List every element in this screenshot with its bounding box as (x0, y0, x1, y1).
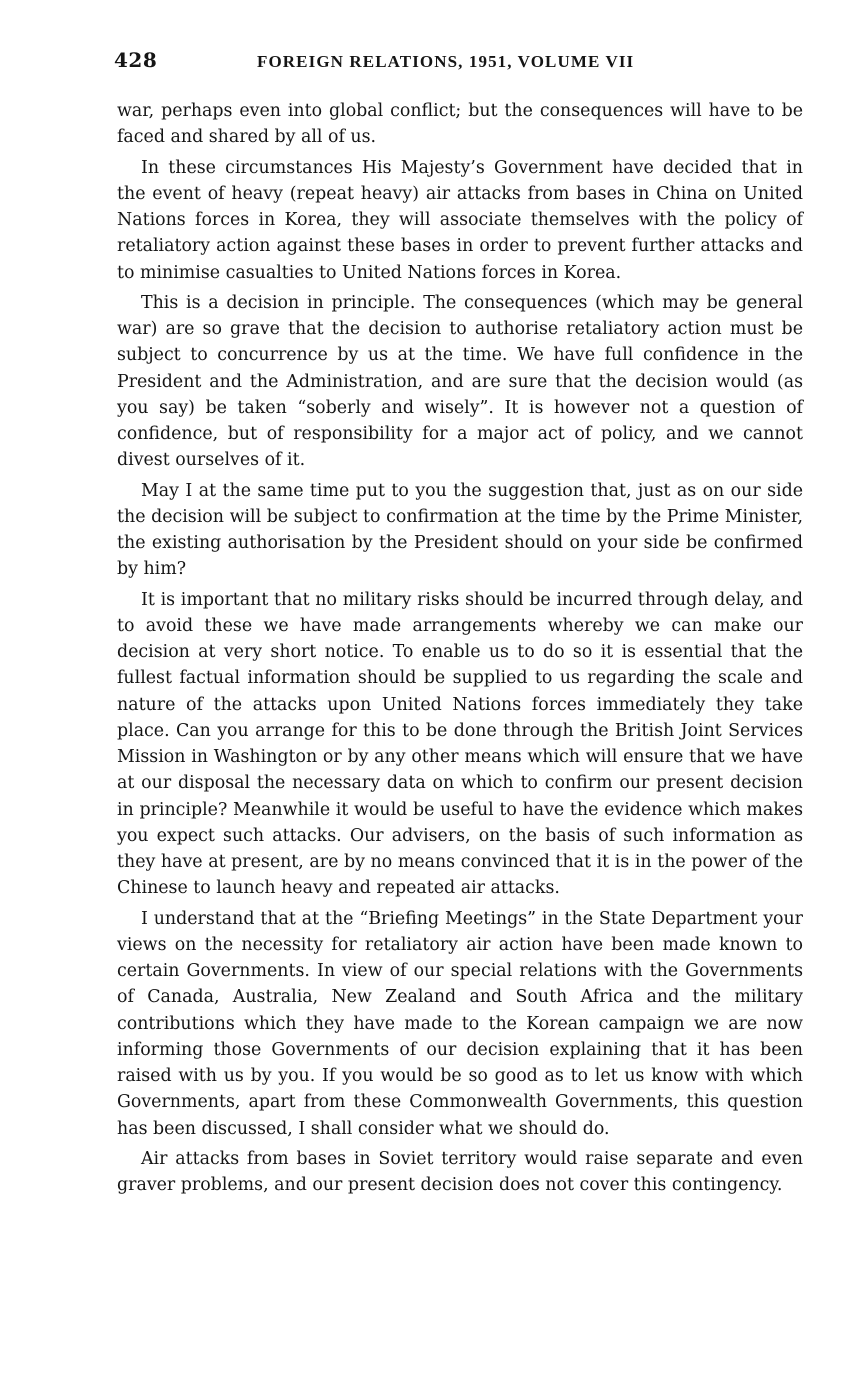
running-title: FOREIGN RELATIONS, 1951, VOLUME VII (257, 52, 635, 71)
paragraph: I understand that at the “Briefing Meetings” in the State Department your views on the necessity for retaliatory air action have been made known to certain Governments. In view of our special relations with the Governments of Canada, Australia, New Zealand and South Africa and the military contributions which they have made to the Korean campaign we are now informing those Governments of our decision explaining that it has been raised with us by you. If you would be so good as to let us know with which Governments, apart from these Commonwealth Governments, this question has been discussed, I shall consider what we should do. (117, 908, 803, 1139)
page-header (114, 48, 804, 78)
paragraph-continued: war, perhaps even into global conflict; but the consequences will have to be faced and shared by all of us. (117, 101, 803, 148)
paragraph: In these circumstances His Majesty’s Government have decided that in the event of heavy (repeat heavy) air attacks from bases in China on United Nations forces in Korea, they will associate themselves with the policy of retaliatory action against these bases in order to prevent further attacks and to minimise casualties to United Nations forces in Korea. (117, 157, 803, 283)
body-text (117, 98, 803, 1202)
paragraph: This is a decision in principle. The consequences (which may be general war) are so grave that the decision to authorise retaliatory action must be subject to concurrence by us at the time. We have full confidence in the President and the Administration, and are sure that the decision would (as you say) be taken “soberly and wisely”. It is however not a question of confidence, but of responsibility for a major act of policy, and we cannot divest ourselves of it. (117, 292, 803, 471)
page-number: 428 (114, 48, 158, 72)
paragraph: May I at the same time put to you the suggestion that, just as on our side the decision will be subject to confirmation at the time by the Prime Minister, the existing authorisation by the President should on your side be confirmed by him? (117, 480, 803, 580)
paragraph: It is important that no military risks should be incurred through delay, and to avoid these we have made arrangements whereby we can make our decision at very short notice. To enable us to do so it is essential that the fullest factual information should be supplied to us regarding the scale and nature of the attacks upon United Nations forces immediately they take place. Can you arrange for this to be done through the British Joint Services Mission in Washington or by any other means which will ensure that we have at our disposal the necessary data on which to confirm our present decision in principle? Meanwhile it would be useful to have the evidence which makes you expect such attacks. Our advisers, on the basis of such information as they have at present, are by no means convinced that it is in the power of the Chinese to launch heavy and repeated air attacks. (117, 589, 803, 899)
paragraph: Air attacks from bases in Soviet territory would raise separate and even graver problems, and our present decision does not cover this contingency. (117, 1148, 803, 1195)
